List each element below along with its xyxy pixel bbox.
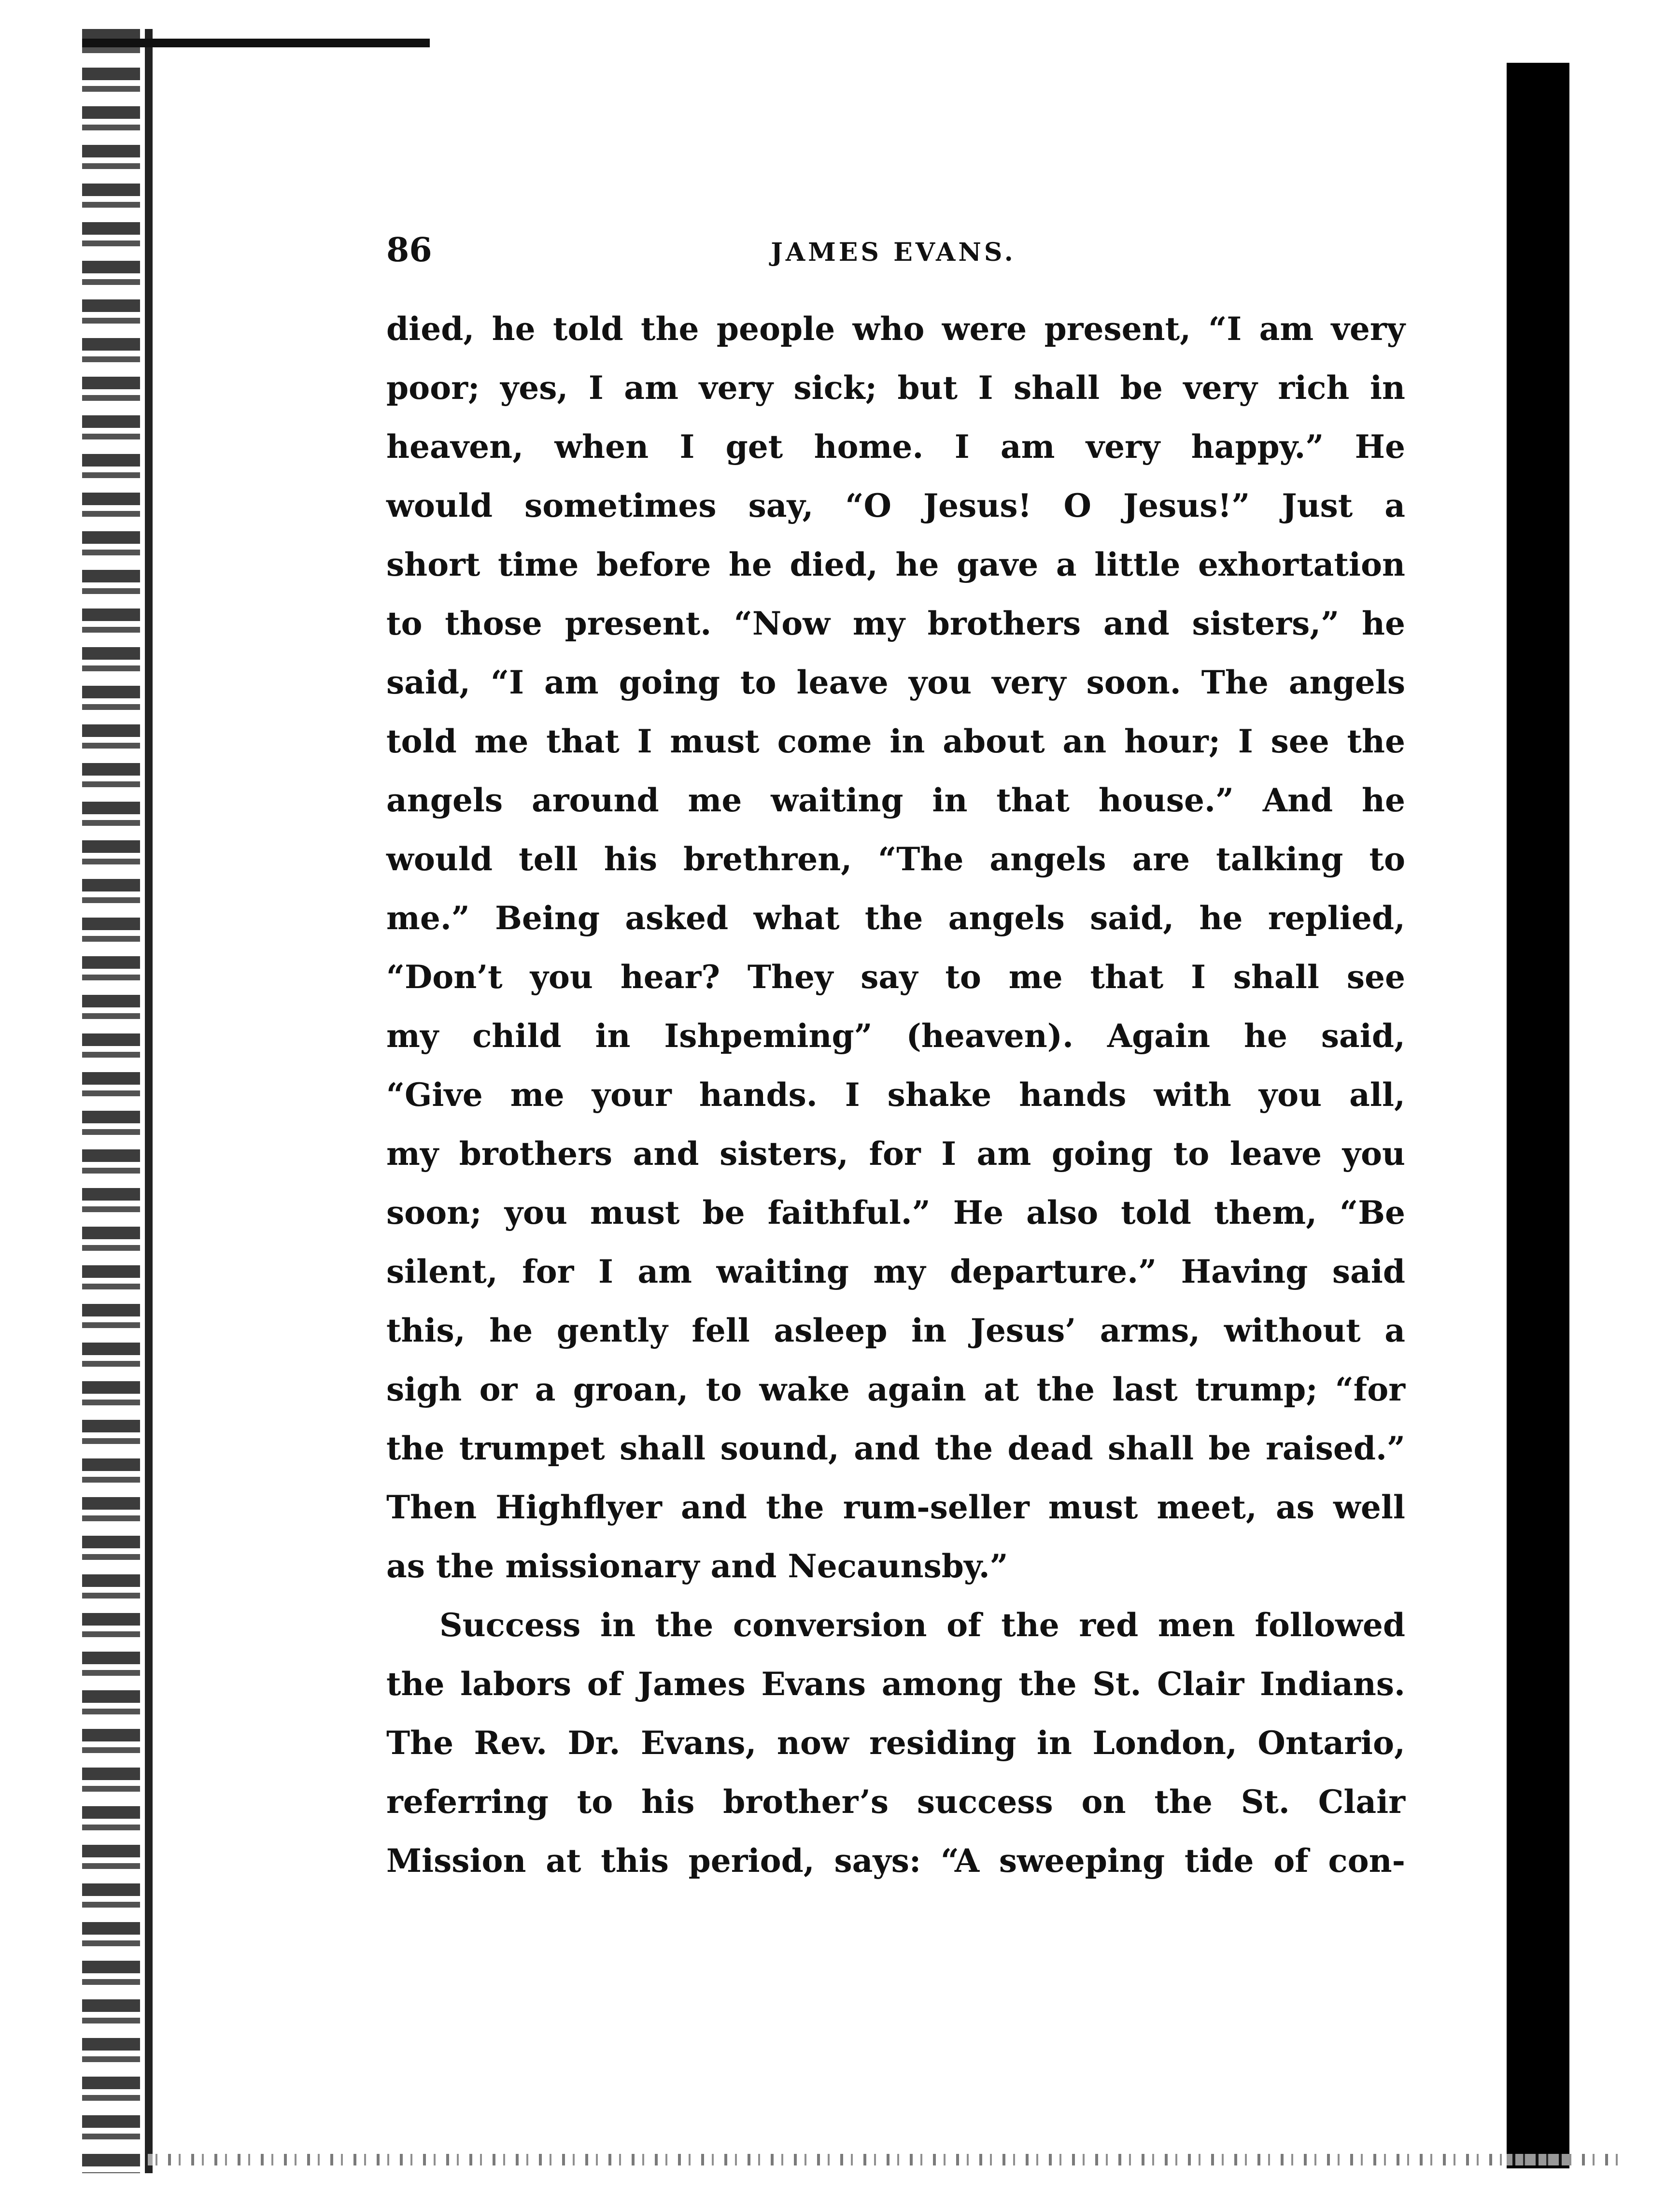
text-line: to those present. “Now my brothers and sisters,” he xyxy=(386,605,1405,642)
text-line: The Rev. Dr. Evans, now residing in London, Ontario, xyxy=(386,1724,1405,1762)
text-line: Then Highflyer and the rum-seller must meet, as well xyxy=(386,1488,1405,1526)
running-head: JAMES EVANS. xyxy=(771,238,1016,267)
text-line: would tell his brethren, “The angels are talking to xyxy=(386,840,1405,878)
text-line: told me that I must come in about an hour; I see the xyxy=(386,722,1405,760)
body-text xyxy=(386,299,1405,1890)
text-line: sigh or a groan, to wake again at the last trump; “for xyxy=(386,1371,1405,1408)
scan-left-edge xyxy=(82,29,140,2173)
text-line: short time before he died, he gave a little exhortation xyxy=(386,546,1405,583)
text-line: Mission at this period, says: “A sweeping tide of con- xyxy=(386,1842,1405,1880)
text-line: “Don’t you hear? They say to me that I shall see xyxy=(386,958,1405,996)
text-line: my brothers and sisters, for I am going to leave you xyxy=(386,1135,1405,1173)
scan-top-rule xyxy=(82,39,430,47)
text-line: heaven, when I get home. I am very happy.” He xyxy=(386,428,1405,466)
page-header xyxy=(386,231,1400,279)
text-line: Success in the conversion of the red men followed xyxy=(439,1606,1405,1644)
scan-right-edge xyxy=(1507,63,1569,2168)
text-line: the trumpet shall sound, and the dead shall be raised.” xyxy=(386,1429,1405,1467)
text-line: my child in Ishpeming” (heaven). Again he said, xyxy=(386,1017,1405,1055)
text-line: angels around me waiting in that house.” And he xyxy=(386,781,1405,819)
text-line: me.” Being asked what the angels said, he replied, xyxy=(386,899,1405,937)
page-number: 86 xyxy=(386,231,432,269)
text-line: soon; you must be faithful.” He also told them, “Be xyxy=(386,1194,1405,1231)
text-line: would sometimes say, “O Jesus! O Jesus!” Just a xyxy=(386,487,1405,524)
text-line: poor; yes, I am very sick; but I shall be very rich in xyxy=(386,369,1405,407)
scan-left-rule xyxy=(145,29,153,2173)
text-line: this, he gently fell asleep in Jesus’ arms, without a xyxy=(386,1312,1405,1349)
text-line: died, he told the people who were present, “I am very xyxy=(386,310,1405,348)
text-line: as the missionary and Necaunsby.” xyxy=(386,1547,1008,1585)
text-line: silent, for I am waiting my departure.” Having said xyxy=(386,1253,1405,1290)
text-line: “Give me your hands. I shake hands with you all, xyxy=(386,1076,1405,1114)
text-line: referring to his brother’s success on the St. Clair xyxy=(386,1783,1405,1821)
text-line: said, “I am going to leave you very soon. The angels xyxy=(386,664,1405,701)
text-line: the labors of James Evans among the St. Clair Indians. xyxy=(386,1665,1405,1703)
scan-bottom-edge xyxy=(145,2154,1618,2165)
